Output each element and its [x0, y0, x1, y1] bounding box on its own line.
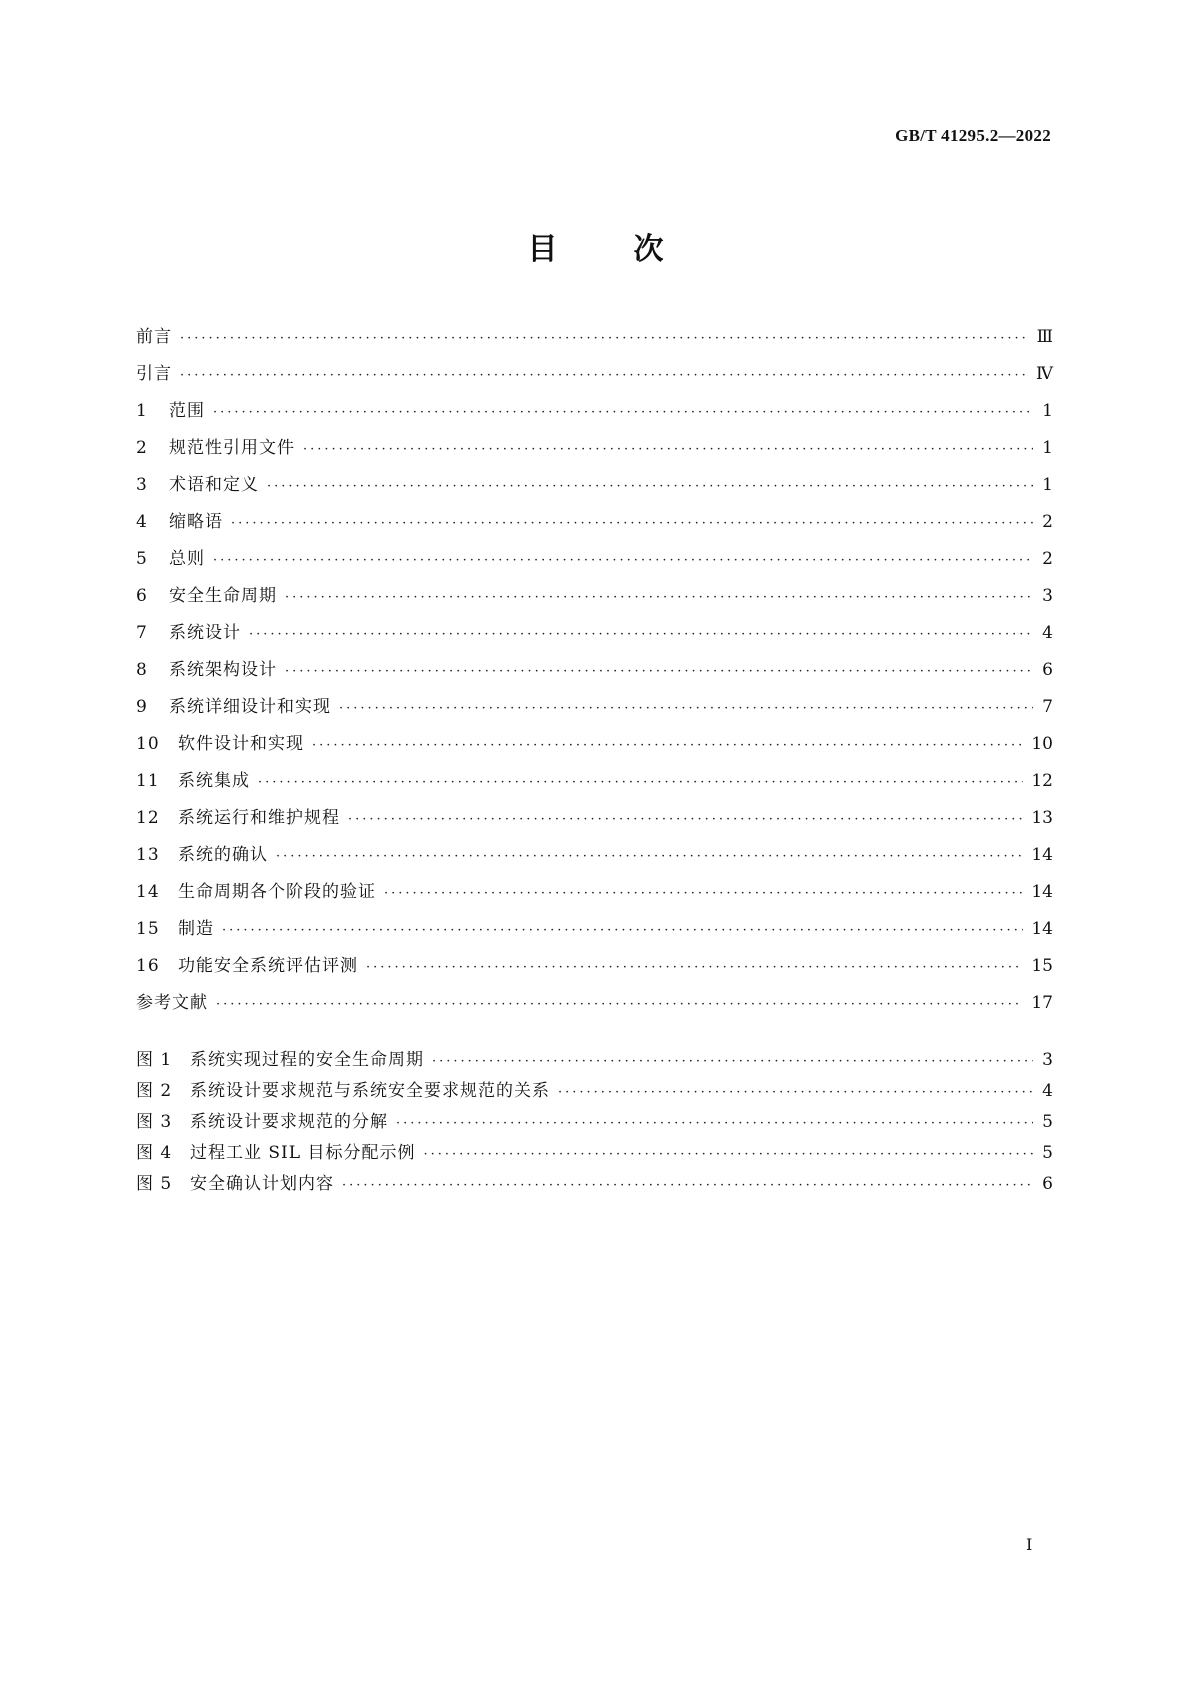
toc-number: 4: [136, 512, 148, 532]
toc-entry-8[interactable]: [136, 655, 1053, 692]
toc-page: 3: [1042, 586, 1053, 606]
figure-page: 5: [1042, 1143, 1053, 1163]
toc-number: 14: [136, 882, 160, 902]
leader-dots: [213, 553, 1033, 568]
toc-entry-13[interactable]: [136, 840, 1053, 877]
toc-number: 12: [136, 808, 160, 828]
toc-page: 7: [1042, 697, 1053, 717]
toc-number: 1: [136, 401, 148, 421]
toc-page: 17: [1031, 993, 1053, 1013]
toc-page: 1: [1042, 475, 1053, 495]
toc-entry-12[interactable]: [136, 803, 1053, 840]
toc-label: 参考文献: [136, 993, 208, 1013]
toc-number: 2: [136, 438, 148, 458]
figure-label: 安全确认计划内容: [190, 1174, 334, 1194]
toc-entry-10[interactable]: [136, 729, 1053, 766]
leader-dots: [249, 627, 1033, 642]
toc-number: 3: [136, 475, 148, 495]
figure-label: 系统设计要求规范与系统安全要求规范的关系: [190, 1081, 550, 1101]
leader-dots: [213, 405, 1033, 420]
toc-label: 总则: [169, 549, 205, 569]
table-of-contents: [136, 322, 1053, 1200]
toc-page: 12: [1031, 771, 1053, 791]
toc-entry-16[interactable]: [136, 951, 1053, 988]
toc-page: Ⅳ: [1036, 364, 1053, 384]
toc-label: 术语和定义: [169, 475, 259, 495]
figure-number: 图 4: [136, 1143, 173, 1163]
figure-entry-5[interactable]: [136, 1169, 1053, 1200]
page-title: [0, 224, 1191, 268]
figure-label: 过程工业 SIL 目标分配示例: [190, 1143, 416, 1163]
figure-label: 系统设计要求规范的分解: [190, 1112, 388, 1132]
figure-page: 3: [1042, 1050, 1053, 1070]
toc-page: 15: [1031, 956, 1053, 976]
toc-entry-9[interactable]: [136, 692, 1053, 729]
toc-number: 11: [136, 771, 160, 791]
leader-dots: [432, 1054, 1033, 1069]
toc-label: 系统集成: [178, 771, 250, 791]
leader-dots: [384, 886, 1023, 901]
page-number: I: [1026, 1535, 1033, 1554]
figure-page: 5: [1042, 1112, 1053, 1132]
figure-number: 图 3: [136, 1112, 173, 1132]
leader-dots: [366, 960, 1023, 975]
leader-dots: [396, 1116, 1033, 1131]
leader-dots: [285, 664, 1033, 679]
leader-dots: [339, 701, 1033, 716]
leader-dots: [222, 923, 1023, 938]
toc-page: 13: [1031, 808, 1053, 828]
toc-entry-foreword[interactable]: [136, 322, 1053, 359]
toc-label: 安全生命周期: [169, 586, 277, 606]
toc-entry-3[interactable]: [136, 470, 1053, 507]
toc-number: 7: [136, 623, 148, 643]
toc-number: 13: [136, 845, 160, 865]
leader-dots: [276, 849, 1023, 864]
toc-label: 系统详细设计和实现: [169, 697, 331, 717]
toc-label: 生命周期各个阶段的验证: [178, 882, 376, 902]
toc-page: 6: [1042, 660, 1053, 680]
toc-page: 1: [1042, 438, 1053, 458]
leader-dots: [303, 442, 1033, 457]
leader-dots: [285, 590, 1033, 605]
toc-page: 1: [1042, 401, 1053, 421]
toc-page: 14: [1031, 882, 1053, 902]
toc-label: 软件设计和实现: [178, 734, 304, 754]
leader-dots: [312, 738, 1023, 753]
leader-dots: [267, 479, 1033, 494]
figure-list: [136, 1045, 1053, 1200]
toc-number: 9: [136, 697, 148, 717]
standard-number: GB/T 41295.2—2022: [895, 126, 1051, 145]
leader-dots: [423, 1147, 1033, 1162]
toc-number: 8: [136, 660, 148, 680]
figure-entry-2[interactable]: [136, 1076, 1053, 1107]
toc-label: 制造: [178, 919, 214, 939]
toc-label: 系统架构设计: [169, 660, 277, 680]
figure-page: 6: [1042, 1174, 1053, 1194]
toc-number: 16: [136, 956, 160, 976]
toc-page: 2: [1042, 512, 1053, 532]
toc-label: 系统设计: [169, 623, 241, 643]
leader-dots: [558, 1085, 1033, 1100]
toc-number: 5: [136, 549, 148, 569]
toc-entry-introduction[interactable]: [136, 359, 1053, 396]
toc-label: 缩略语: [169, 512, 223, 532]
toc-label: 前言: [136, 327, 172, 347]
toc-number: 6: [136, 586, 148, 606]
figure-entry-1[interactable]: [136, 1045, 1053, 1076]
toc-number: 15: [136, 919, 160, 939]
toc-label: 引言: [136, 364, 172, 384]
toc-page: 14: [1031, 919, 1053, 939]
figure-number: 图 5: [136, 1174, 173, 1194]
figure-number: 图 2: [136, 1081, 173, 1101]
toc-entry-6[interactable]: [136, 581, 1053, 618]
leader-dots: [258, 775, 1023, 790]
toc-page: 4: [1042, 623, 1053, 643]
toc-entry-2[interactable]: [136, 433, 1053, 470]
toc-label: 系统的确认: [178, 845, 268, 865]
leader-dots: [180, 368, 1028, 383]
figure-page: 4: [1042, 1081, 1053, 1101]
toc-label: 系统运行和维护规程: [178, 808, 340, 828]
leader-dots: [216, 997, 1023, 1012]
leader-dots: [348, 812, 1023, 827]
toc-label: 规范性引用文件: [169, 438, 295, 458]
figure-label: 系统实现过程的安全生命周期: [190, 1050, 424, 1070]
figure-entry-3[interactable]: [136, 1107, 1053, 1138]
leader-dots: [342, 1178, 1033, 1193]
toc-label: 功能安全系统评估评测: [178, 956, 358, 976]
toc-entry-bibliography[interactable]: [136, 988, 1053, 1025]
toc-label: 范围: [169, 401, 205, 421]
toc-entry-15[interactable]: [136, 914, 1053, 951]
toc-number: 10: [136, 734, 160, 754]
title-char-2: 次: [633, 232, 664, 267]
toc-entry-11[interactable]: [136, 766, 1053, 803]
toc-entry-5[interactable]: [136, 544, 1053, 581]
leader-dots: [231, 516, 1033, 531]
figure-entry-4[interactable]: [136, 1138, 1053, 1169]
toc-page: Ⅲ: [1036, 327, 1053, 347]
toc-page: 14: [1031, 845, 1053, 865]
figure-number: 图 1: [136, 1050, 173, 1070]
toc-entry-1[interactable]: [136, 396, 1053, 433]
toc-entry-14[interactable]: [136, 877, 1053, 914]
leader-dots: [180, 331, 1029, 346]
toc-page: 2: [1042, 549, 1053, 569]
toc-page: 10: [1031, 734, 1053, 754]
title-char-1: 目: [527, 232, 558, 267]
toc-entry-4[interactable]: [136, 507, 1053, 544]
toc-entry-7[interactable]: [136, 618, 1053, 655]
